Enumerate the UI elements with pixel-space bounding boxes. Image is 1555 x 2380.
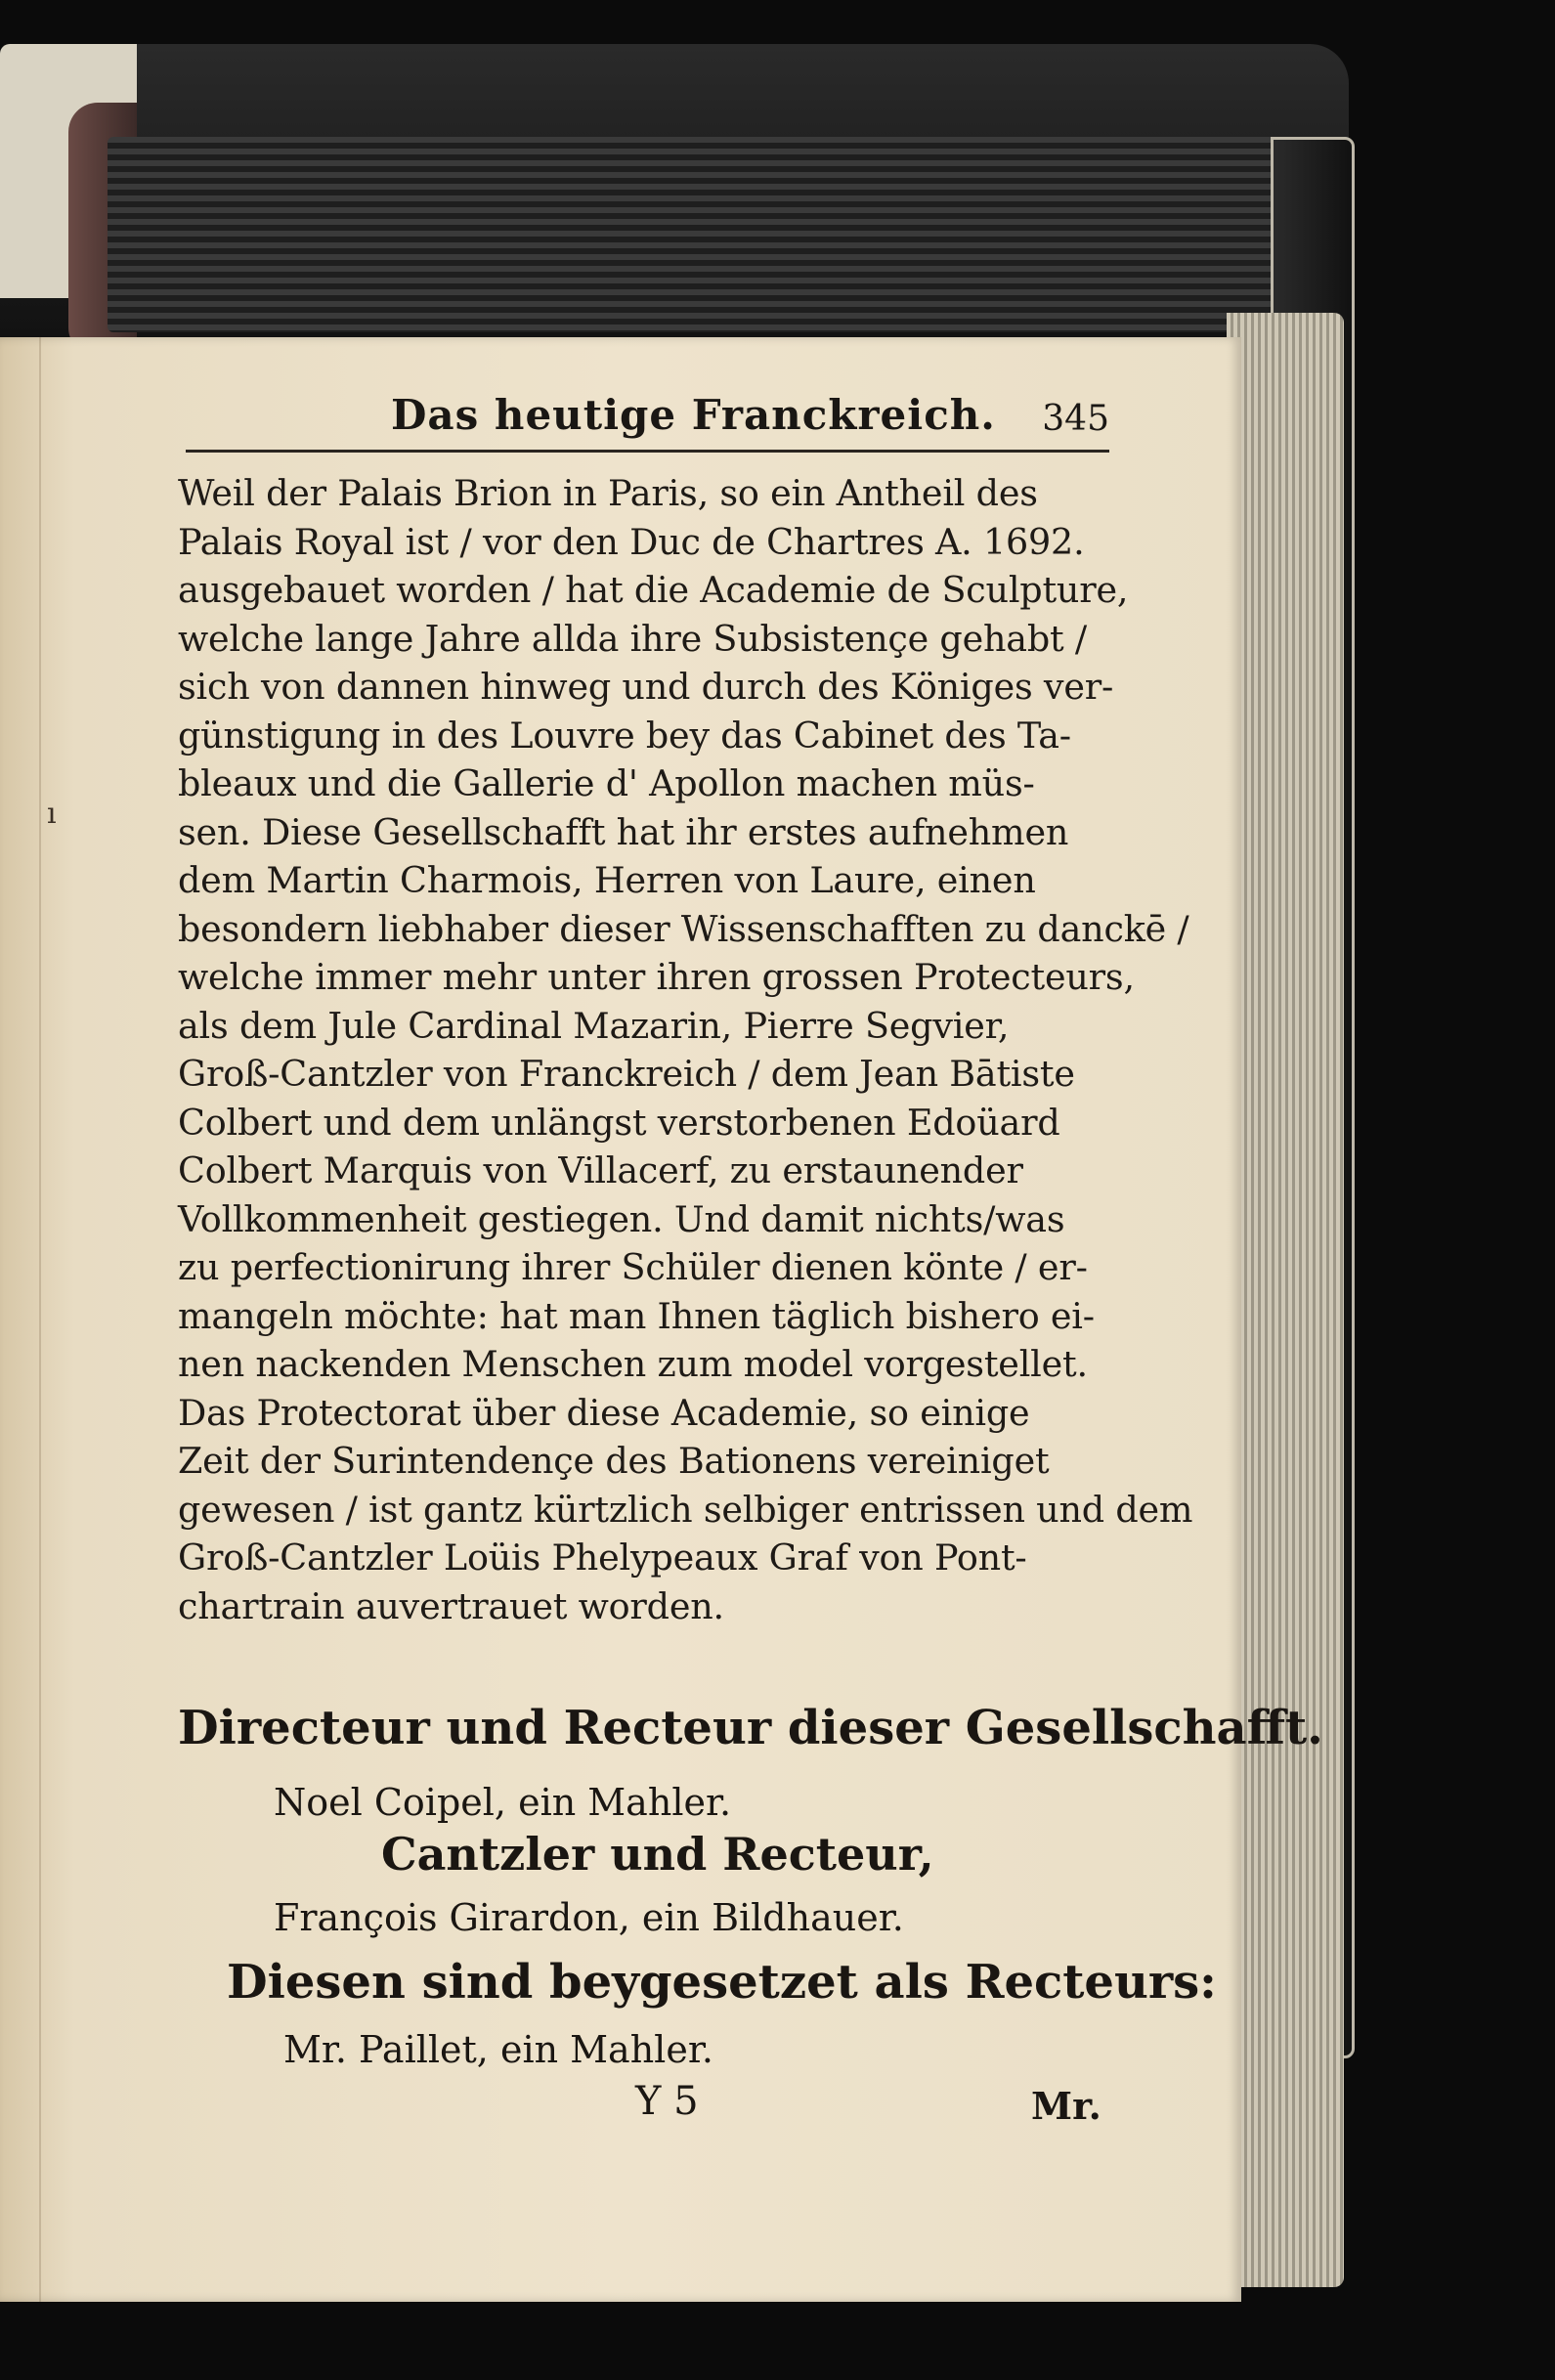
text-line: besondern liebhaber dieser Wissenschafften zu danckē / (178, 907, 1189, 950)
running-title: Das heutige Franckreich. (391, 391, 996, 439)
heading-directeur: Directeur und Recteur dieser Gesellschafft. (178, 1701, 1323, 1755)
text-line: Weil der Palais Brion in Paris, so ein Antheil des (178, 472, 1038, 514)
text-line: nen nackenden Menschen zum model vorgestellet. (178, 1343, 1088, 1385)
catchword: Mr. (1031, 2084, 1101, 2128)
text-line: Vollkommenheit gestiegen. Und damit nichts/was (178, 1197, 1065, 1240)
text-line: dem Martin Charmois, Herren von Laure, einen (178, 859, 1036, 901)
text-line: zu perfectionirung ihrer Schüler dienen könte / er- (178, 1246, 1088, 1288)
entry-coipel: Noel Coipel, ein Mahler. (274, 1781, 732, 1824)
page-number: 345 (1042, 399, 1109, 439)
heading-recteurs: Diesen sind beygesetzet als Recteurs: (227, 1955, 1217, 2010)
pages-right-edge (1227, 313, 1344, 2287)
text-line: Colbert und dem unlängst verstorbenen Edoüard (178, 1101, 1060, 1144)
entry-paillet: Mr. Paillet, ein Mahler. (283, 2028, 713, 2071)
margin-mark: ı (47, 797, 57, 831)
book-page (0, 337, 1323, 2302)
text-line: als dem Jule Cardinal Mazarin, Pierre Segvier, (178, 1004, 1010, 1047)
text-line: Groß-Cantzler Loüis Phelypeaux Graf von Pont- (178, 1536, 1027, 1579)
text-line: ausgebauet worden / hat die Academie de Sculpture, (178, 569, 1129, 611)
text-line: mangeln möchte: hat man Ihnen täglich bishero ei- (178, 1294, 1095, 1337)
page-fold (39, 337, 41, 2302)
text-line: welche immer mehr unter ihren grossen Protecteurs, (178, 956, 1135, 998)
text-line: bleaux und die Gallerie d' Apollon machen müs- (178, 762, 1035, 804)
body-paragraph (178, 469, 1193, 1630)
text-line: Zeit der Surintendençe des Bationens vereiniget (178, 1440, 1050, 1482)
text-line: Palais Royal ist / vor den Duc de Chartres A. 1692. (178, 520, 1085, 563)
pages-top-edge (108, 137, 1280, 332)
header-rule (186, 450, 1109, 453)
book-top-edge (0, 44, 1349, 337)
text-line: gewesen / ist gantz kürtzlich selbiger entrissen und dem (178, 1488, 1193, 1531)
text-line: günstigung in des Louvre bey das Cabinet des Ta- (178, 714, 1071, 757)
text-line: chartrain auvertrauet worden. (178, 1584, 724, 1627)
text-line: Das Protectorat über diese Academie, so einige (178, 1391, 1030, 1434)
signature-mark: Y 5 (635, 2079, 699, 2124)
text-line: sich von dannen hinweg und durch des Königes ver- (178, 666, 1114, 708)
text-line: sen. Diese Gesellschafft hat ihr erstes aufnehmen (178, 810, 1069, 853)
text-line: welche lange Jahre allda ihre Subsistençe gehabt / (178, 617, 1087, 660)
entry-girardon: François Girardon, ein Bildhauer. (274, 1896, 904, 1939)
heading-cantzler: Cantzler und Recteur, (381, 1828, 934, 1881)
text-line: Colbert Marquis von Villacerf, zu erstaunender (178, 1149, 1023, 1191)
text-line: Groß-Cantzler von Franckreich / dem Jean Bātiste (178, 1053, 1075, 1095)
